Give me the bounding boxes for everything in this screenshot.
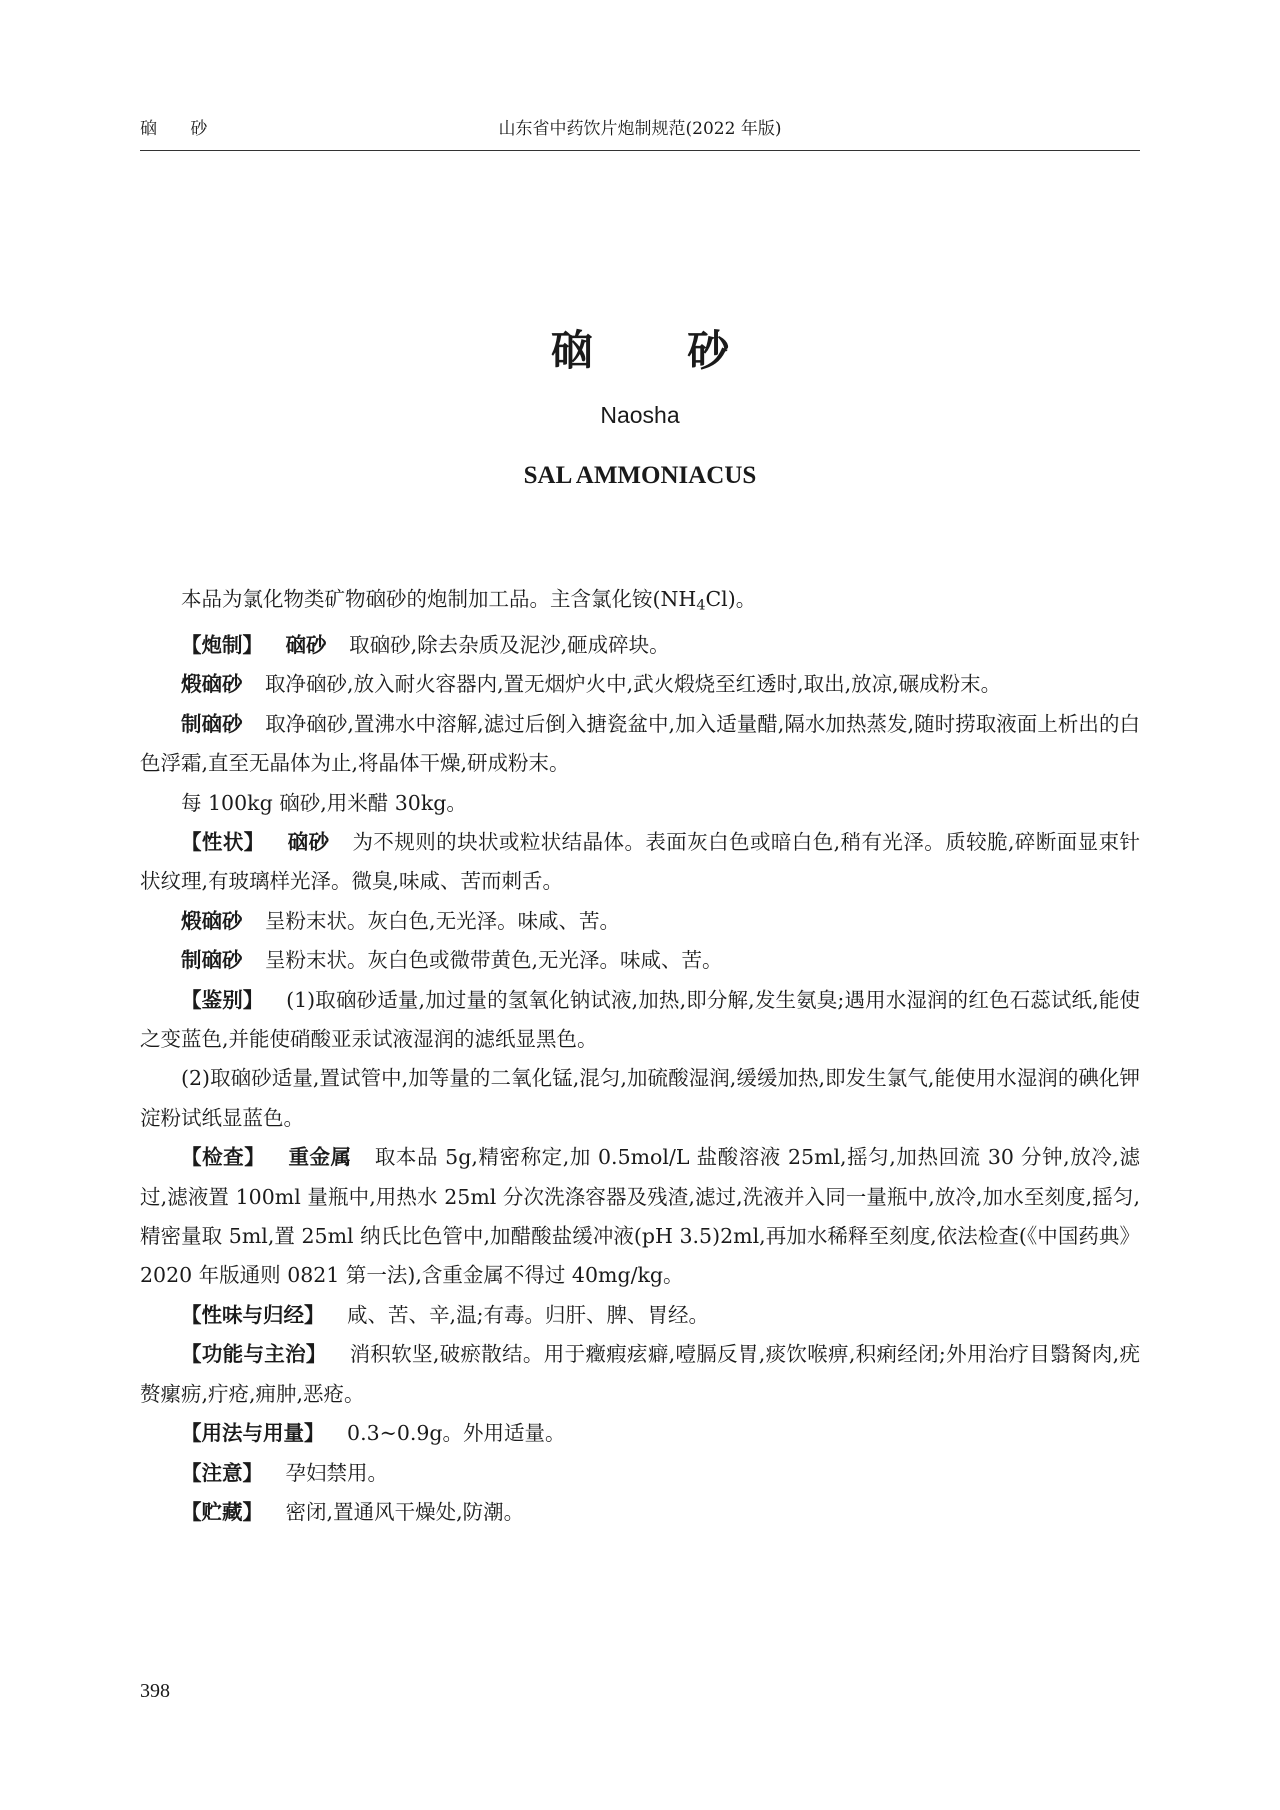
running-header [140,114,1140,146]
item-name: 硇砂 [285,632,327,657]
item-text: 取硇砂,除去杂质及泥沙,砸成碎块。 [349,632,670,657]
item-text: 密闭,置通风干燥处,防潮。 [285,1499,525,1524]
item-name: 重金属 [287,1145,352,1170]
section-label: 【性味与归经】 [181,1302,325,1327]
item-name: 制硇砂 [181,948,243,973]
section-label: 【贮藏】 [181,1499,263,1524]
monograph-latin-name: SAL AMMONIACUS [523,462,757,489]
monograph-title: 硇 砂 [550,326,770,375]
section-label: 【炮制】 [181,632,263,657]
item-text: 为不规则的块状或粒状结晶体。表面灰白色或暗白色,稍有光泽。质较脆,碎断面显束针状纹理,有玻璃样光泽。微臭,味咸、苦而刺舌。 [140,830,1141,894]
section-label: 【用法与用量】 [181,1421,325,1446]
item-text: 0.3~0.9g。外用适量。 [347,1421,566,1446]
functions-paragraph [140,1335,1140,1414]
item-text: 呈粉末状。灰白色,无光泽。味咸、苦。 [265,908,621,933]
properties-item [140,902,1140,941]
item-text: 取净硇砂,放入耐火容器内,置无烟炉火中,武火煅烧至红透时,取出,放凉,碾成粉末。 [265,672,1002,697]
item-text: 取本品 5g,精密称定,加 0.5mol/L 盐酸溶液 25ml,摇匀,加热回流 30 分钟,放冷,滤过,滤液置 100ml 量瓶中,用热水 25ml 分次洗涤容器及残渣,滤过,洗液并入同一量瓶中,放冷,加水至刻度,摇匀,精密量取 5ml,置 25ml 纳氏比色管中,加醋酸盐缓冲液(pH 3.5)2ml,再加水稀释至刻度,依法检查(《中国药典》2020 年版通则 0821 第一法),含重金属不得过 40mg/kg。 [140,1145,1141,1288]
section-label: 【功能与主治】 [181,1342,327,1367]
header-rule [140,150,1140,151]
processing-paragraph [140,626,1140,665]
item-name: 煅硇砂 [181,672,243,697]
section-label: 【性状】 [181,830,265,855]
caution-paragraph [140,1454,1140,1493]
formula-subscript: 4 [696,597,706,614]
intro-paragraph: 本品为氯化物类矿物硇砂的炮制加工品。主含氯化铵$(NH_4Cl)$。 [181,587,757,614]
item-text: 孕妇禁用。 [285,1460,389,1485]
processing-item [140,705,1140,784]
processing-item [140,665,1140,704]
header-book-title: 山东省中药饮片炮制规范(2022 年版) [498,119,782,139]
properties-item [140,941,1140,980]
header-drug-name: 硇 砂 [140,119,222,139]
monograph-body [140,580,1140,1532]
properties-paragraph [140,823,1140,902]
item-text: 咸、苦、辛,温;有毒。归肝、脾、胃经。 [347,1302,709,1327]
identification-paragraph [140,981,1140,1060]
inspection-paragraph [140,1138,1140,1296]
item-text: (1)取硇砂适量,加过量的氢氧化钠试液,加热,即分解,发生氨臭;遇用水湿润的红色石蕊试纸,能使之变蓝色,并能使硝酸亚汞试液湿润的滤纸显黑色。 [140,987,1140,1052]
item-text: 消积软坚,破瘀散结。用于癥瘕痃癖,噎膈反胃,痰饮喉痹,积痢经闭;外用治疗目翳胬肉,疣赘瘰疬,疔疮,痈肿,恶疮。 [140,1342,1140,1406]
processing-ratio: 每 100kg 硇砂,用米醋 30kg。 [181,790,467,815]
section-label: 【注意】 [181,1460,263,1485]
identification-paragraph-2: (2)取硇砂适量,置试管中,加等量的二氧化锰,混匀,加硫酸湿润,缓缓加热,即发生氯气,能使用水湿润的碘化钾淀粉试纸显蓝色。 [140,1066,1140,1130]
item-name: 硇砂 [287,830,330,855]
storage-paragraph [140,1493,1140,1532]
usage-paragraph [140,1414,1140,1453]
nature-paragraph [140,1296,1140,1335]
item-name: 制硇砂 [181,711,243,736]
item-text: 呈粉末状。灰白色或微带黄色,无光泽。味咸、苦。 [265,948,723,973]
section-label: 【检查】 [181,1145,266,1170]
item-name: 煅硇砂 [181,908,243,933]
monograph-pinyin: Naosha [600,402,680,428]
page-number: 398 [140,1680,170,1702]
item-text: 取净硇砂,置沸水中溶解,滤过后倒入搪瓷盆中,加入适量醋,隔水加热蒸发,随时捞取液面上析出的白色浮霜,直至无晶体为止,将晶体干燥,研成粉末。 [140,711,1140,776]
section-label: 【鉴别】 [181,987,264,1012]
